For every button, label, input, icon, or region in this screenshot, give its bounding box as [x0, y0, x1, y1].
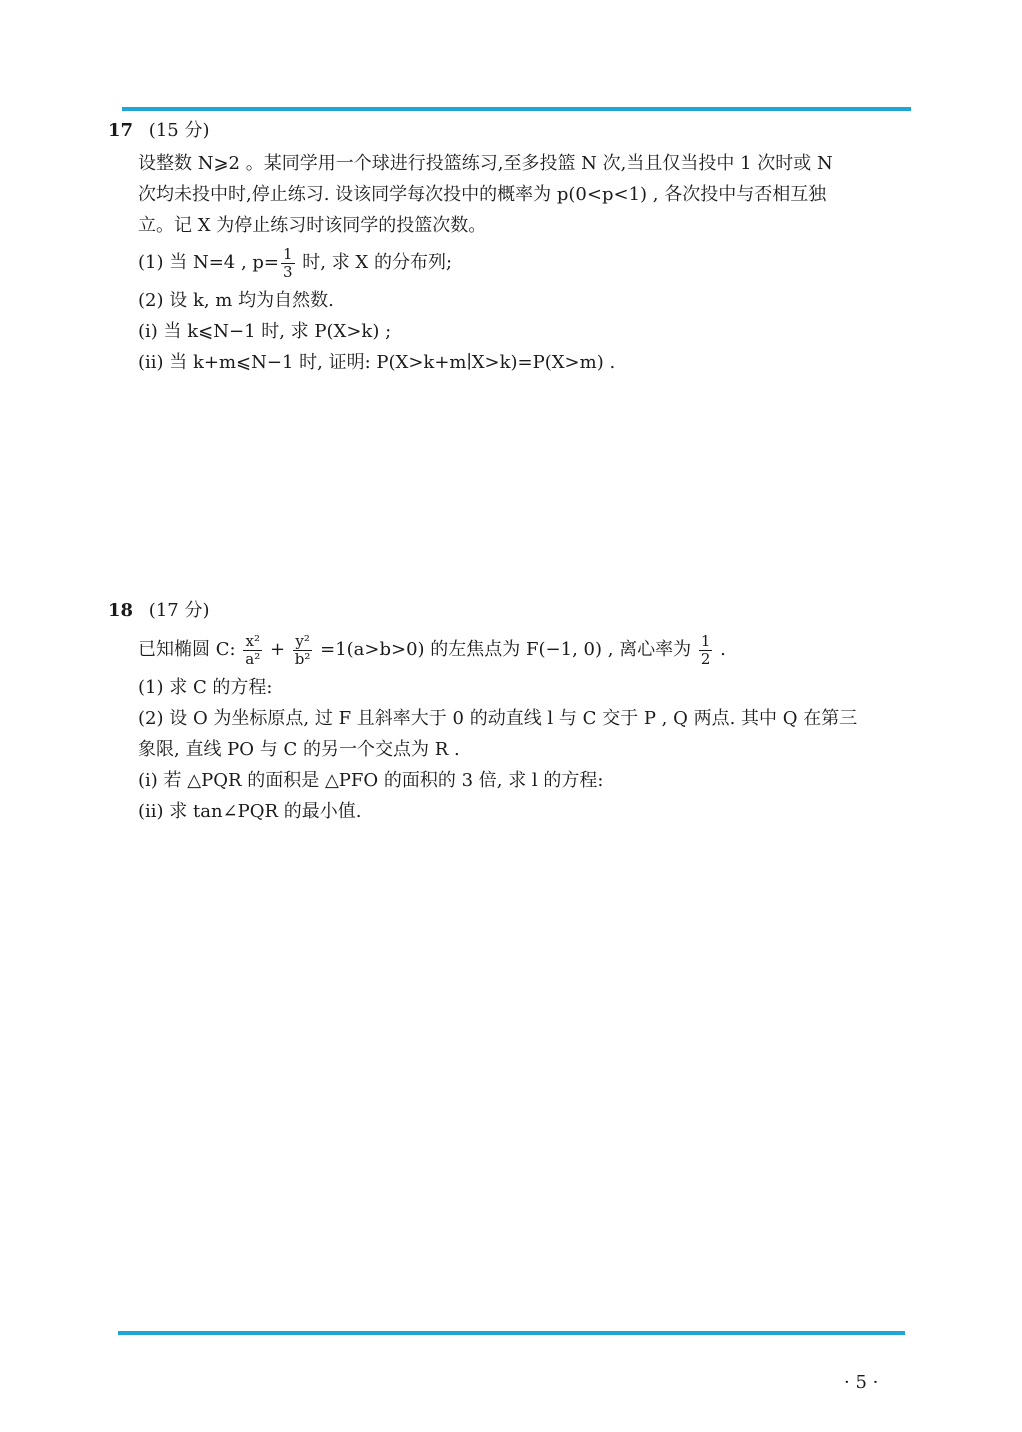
question-text: (1) 当 N=4 , p=	[138, 252, 279, 273]
question-2-ii: (ii) 当 k+m⩽N−1 时, 证明: P(X>k+m∣X>k)=P(X>m) .	[138, 352, 616, 373]
problem-17-body	[138, 148, 918, 378]
fraction	[281, 246, 295, 281]
numerator: 1	[283, 244, 293, 263]
fraction	[293, 633, 313, 668]
denominator: a²	[245, 649, 261, 668]
problem-17	[108, 118, 918, 378]
problem-text: =1(a>b>0) 的左焦点为 F(−1, 0) , 离心率为	[314, 639, 697, 660]
problem-18-body	[138, 628, 918, 827]
problem-text-line	[138, 628, 918, 672]
problem-text-line: 立。记 X 为停止练习时该同学的投篮次数。	[138, 215, 487, 236]
question-text: 时, 求 X 的分布列;	[296, 252, 453, 273]
numerator: y²	[293, 633, 313, 651]
question-1	[138, 241, 918, 285]
fraction	[699, 633, 713, 668]
problem-18	[108, 598, 918, 827]
problem-score: (17 分)	[148, 600, 210, 621]
plus-sign: +	[264, 639, 291, 660]
numerator: x²	[243, 633, 262, 651]
numerator: 1	[700, 631, 711, 650]
page-number: · 5 ·	[844, 1372, 879, 1393]
problem-number: 17	[108, 120, 134, 141]
denominator: 3	[283, 262, 293, 281]
problem-text: 已知椭圆 C:	[138, 639, 242, 660]
fraction	[243, 633, 262, 668]
problem-number: 18	[108, 600, 134, 621]
denominator: b²	[294, 649, 311, 668]
denominator: 2	[700, 649, 711, 668]
problem-score: (15 分)	[148, 120, 210, 141]
top-rule	[122, 107, 911, 111]
question-2: (2) 设 k, m 均为自然数.	[138, 290, 334, 311]
question-2-ii: (ii) 求 tan∠PQR 的最小值.	[138, 801, 362, 822]
question-2: (2) 设 O 为坐标原点, 过 F 且斜率大于 0 的动直线 l 与 C 交于 P , Q 两点. 其中 Q 在第三	[138, 708, 858, 729]
problem-18-header	[108, 598, 918, 624]
question-2-cont: 象限, 直线 PO 与 C 的另一个交点为 R .	[138, 739, 460, 760]
problem-text: .	[714, 639, 726, 660]
question-2-i: (i) 当 k⩽N−1 时, 求 P(X>k) ;	[138, 321, 392, 342]
bottom-rule	[118, 1331, 905, 1335]
question-1: (1) 求 C 的方程:	[138, 677, 273, 698]
problem-17-header	[108, 118, 918, 144]
problem-text-line: 设整数 N⩾2 。某同学用一个球进行投篮练习,至多投篮 N 次,当且仅当投中 1 次时或 N	[138, 153, 833, 174]
problem-text-line: 次均未投中时,停止练习. 设该同学每次投中的概率为 p(0<p<1) , 各次投中与否相互独	[138, 184, 827, 205]
question-2-i: (i) 若 △PQR 的面积是 △PFO 的面积的 3 倍, 求 l 的方程:	[138, 770, 604, 791]
